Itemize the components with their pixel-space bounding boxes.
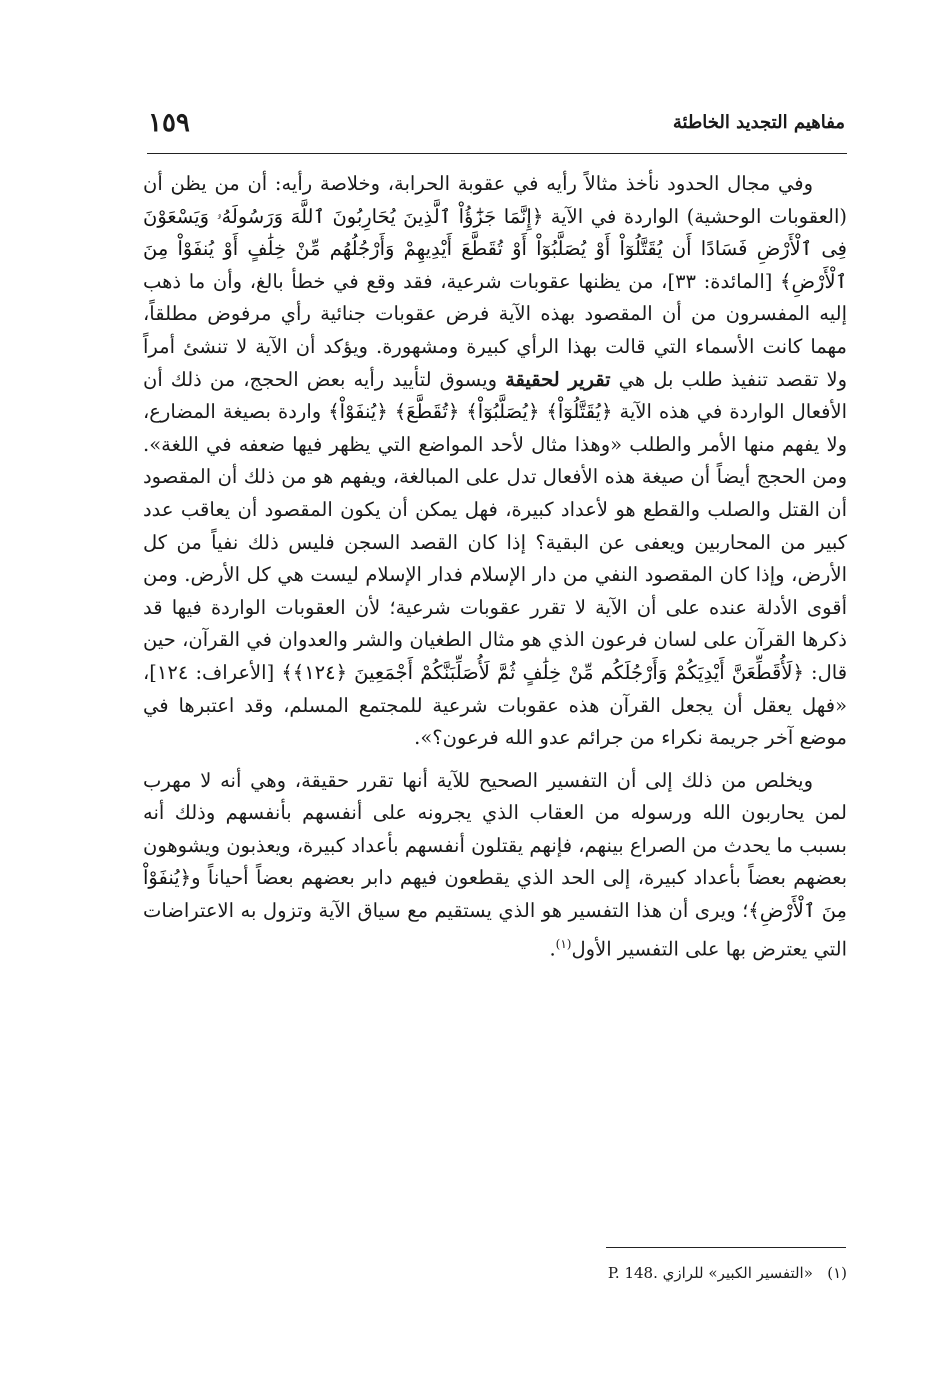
paragraph-1-text-1: وفي مجال الحدود نأخذ مثالاً رأيه في عقوبة الحرابة، وخلاصة رأيه: أن من يظن أن (العقوبات الوحشية) الواردة في الآية bbox=[143, 172, 847, 228]
paragraph-2-text-1: ويخلص من ذلك إلى أن التفسير الصحيح للآية أنها تقرر حقيقة، وهي أنه لا مهرب لمن يحاربون الله ورسوله من العقاب الذي يجرونه على أنفسهم بأنفسهم وذلك أنه بسبب ما يحدث من الصراع بينهم، فإنهم يقتلون أنفسهم بأعداد كبيرة، ويعذبون ويشوهون بعضهم بعضاً بأعداد كبيرة، إلى الحد الذي يقطعون فيهم دابر بعضهم بعضاً أحياناً و bbox=[143, 768, 847, 890]
footnote-reference[interactable]: (١) bbox=[555, 936, 572, 951]
page-number: ١٥٩ bbox=[148, 108, 190, 138]
paragraph-2-end: . bbox=[549, 937, 556, 961]
footnote-page: P. 148. bbox=[607, 1264, 658, 1282]
paragraph-1-text-2: [المائدة: ٣٣]، من يظنها عقوبات شرعية، فقد وقع في خطأ بالغ، وأن ما ذهب إليه المفسرون من أن المقصود بهذه الآية فرض عقوبات جنائية رأي مرفوض مطلقاً، مهما كانت الأسماء التي قالت بهذا الرأي كبيرة ومشهورة. ويؤكد أن الآية لا تنشئ أمراً ولا تقصد تنفيذ طلب بل هي bbox=[143, 269, 847, 391]
paragraph-1-text-5: [الأعراف: ١٢٤]، «فهل يعقل أن يجعل القرآن هذه عقوبات شرعية للمجتمع المسلم، وقد اعتبرها في موضع آخر جريمة نكراء من جرائم عدو الله فرعون؟». bbox=[143, 660, 847, 750]
paragraph-1-text-4: واردة بصيغة المضارع، ولا يفهم منها الأمر والطلب «وهذا مثال لأحد المواضع التي يظهر فيها ضعفه في اللغة». ومن الحجج أيضاً أن صيغة هذه الأفعال تدل على المبالغة، ويفهم هو من ذلك أن المقصود أن القتل والصلب والقطع هو لأعداد كبيرة، فهل يمكن أن يكون المقصود أن يعاقب عدد كبير من المحاربين ويعفى عن البقية؟ إذا كان القصد السجن فليس ذلك نفياً من كل الأرض، وإذا كان المقصود النفي من دار الإسلام فدار الإسلام ليست هي كل الأرض. ومن أقوى الأدلة عنده على أن الآية لا تقرر عقوبات شرعية؛ لأن العقوبات الواردة فيها قد ذكرها القرآن على لسان فرعون الذي هو مثال الطغيان والشر والعدوان في القرآن، حين قال: bbox=[143, 400, 848, 684]
page-header bbox=[148, 108, 845, 148]
footnote-divider bbox=[606, 1247, 846, 1248]
quran-verse-al-araf-124: ﴿لَأُقَطِّعَنَّ أَيْدِيَكُمْ وَأَرْجُلَكُم مِّنْ خِلَٰفٍ ثُمَّ لَأُصَلِّبَنَّكُمْ أَجْمَعِينَ ﴿١٢٤﴾﴾ bbox=[281, 660, 804, 684]
paragraph-2-text-2: ؛ ويرى أن هذا التفسير هو الذي يستقيم مع سياق الآية وتزول به الاعتراضات التي يعترض بها على التفسير الأول bbox=[143, 899, 847, 961]
running-title: مفاهيم التجديد الخاطئة bbox=[672, 112, 845, 133]
paragraph-2 bbox=[143, 765, 847, 966]
footnote-text: «التفسير الكبير» للرازي bbox=[662, 1264, 813, 1282]
bold-phrase: تقرير لحقيقة bbox=[505, 367, 611, 391]
main-text bbox=[143, 168, 847, 966]
footnote-number: (١) bbox=[827, 1264, 847, 1282]
paragraph-1-text-3: ويسوق لتأييد رأيه بعض الحجج، من ذلك أن الأفعال الواردة في هذه الآية bbox=[143, 367, 847, 424]
paragraph-1 bbox=[143, 168, 847, 755]
quran-verbs: ﴿يُقَتَّلُوٓاْ﴾ ﴿يُصَلَّبُوٓاْ﴾ ﴿تُقَطَّعَ﴾ ﴿يُنفَوْاْ﴾ bbox=[328, 400, 613, 424]
header-divider bbox=[147, 153, 847, 154]
quran-verse-al-maidah-33: ﴿إِنَّمَا جَزَٰٓؤُاْ ٱلَّذِينَ يُحَارِبُونَ ٱللَّهَ وَرَسُولَهُۥ وَيَسْعَوْنَ فِى ٱلْأَرْضِ فَسَادًا أَن يُقَتَّلُوٓاْ أَوْ يُصَلَّبُوٓاْ أَوْ تُقَطَّعَ أَيْدِيهِمْ وَأَرْجُلُهُم مِّنْ خِلَٰفٍ أَوْ يُنفَوْاْ مِنَ ٱلْأَرْضِ﴾ bbox=[143, 204, 848, 293]
quran-verse-fragment: ﴿يُنفَوْاْ مِنَ ٱلْأَرْضِ﴾ bbox=[143, 866, 847, 923]
footnote bbox=[608, 1262, 847, 1284]
